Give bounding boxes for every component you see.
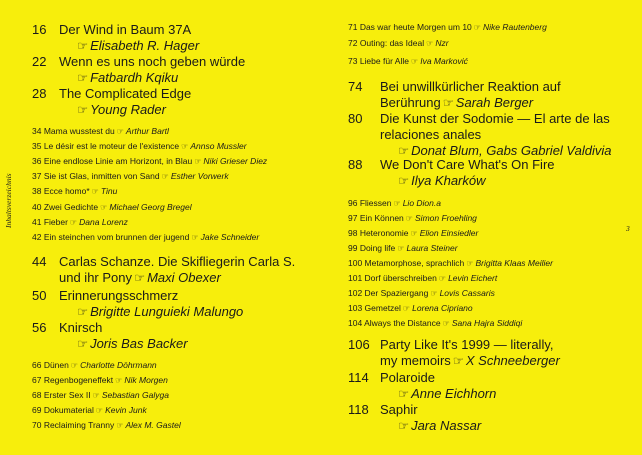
entry-title: 102 Der Spaziergang <box>348 288 429 298</box>
pointing-hand-icon: ☞ <box>405 214 414 223</box>
toc-entry-minor[interactable] <box>32 232 259 243</box>
pointing-hand-icon: ☞ <box>116 127 124 136</box>
entry-title: Carlas Schanze. Die Skifliegerin Carla S. <box>59 254 296 269</box>
entry-title: 71 Das war heute Morgen um 10 <box>348 22 472 32</box>
entry-page: 74 <box>348 79 363 94</box>
entry-author: Jara Nassar <box>411 418 482 433</box>
entry-author: Young Rader <box>90 102 166 117</box>
entry-title: 38 Ecce homo* <box>32 186 90 196</box>
toc-entry-minor[interactable] <box>348 213 477 224</box>
pointing-hand-icon: ☞ <box>115 376 123 385</box>
pointing-hand-icon: ☞ <box>397 244 405 253</box>
entry-author: Lorena Cipriano <box>412 303 473 313</box>
entry-author: Fatbardh Kqiku <box>90 70 179 85</box>
toc-entry-minor[interactable] <box>32 405 147 416</box>
pointing-hand-icon: ☞ <box>194 157 202 166</box>
pointing-hand-icon: ☞ <box>77 39 89 53</box>
toc-entry-minor[interactable] <box>348 258 553 269</box>
pointing-hand-icon: ☞ <box>410 229 418 238</box>
entry-title: The Complicated Edge <box>59 86 192 101</box>
entry-title: 70 Reclaiming Tranny <box>32 420 115 430</box>
toc-entry-minor[interactable] <box>348 273 497 284</box>
entry-author: Arthur Bartl <box>125 126 169 136</box>
toc-entry-minor[interactable] <box>32 420 181 431</box>
pointing-hand-icon: ☞ <box>410 57 419 66</box>
entry-title: 40 Zwei Gedichte <box>32 202 99 212</box>
toc-entry-minor[interactable] <box>348 243 458 254</box>
entry-title-line2: Berührung <box>380 95 441 110</box>
entry-author: Nik Morgen <box>124 375 168 385</box>
entry-title: 72 Outing: das Ideal <box>348 38 425 48</box>
entry-author: Donat Blum, Gabs Gabriel Valdivia <box>411 143 612 158</box>
entry-title: 69 Dokumaterial <box>32 405 94 415</box>
entry-page: 88 <box>348 157 363 172</box>
entry-title: Knirsch <box>59 320 103 335</box>
entry-author: Michael Georg Bregel <box>109 202 192 212</box>
entry-title: Erinnerungsschmerz <box>59 288 179 303</box>
entry-author: Charlotte Döhrmann <box>80 360 157 370</box>
entry-title: 41 Fieber <box>32 217 68 227</box>
entry-title: 99 Doing life <box>348 243 396 253</box>
pointing-hand-icon: ☞ <box>77 305 89 319</box>
pointing-hand-icon: ☞ <box>191 233 199 242</box>
entry-title: 103 Gemetzel <box>348 303 401 313</box>
toc-entry-minor[interactable] <box>32 186 117 197</box>
entry-page: 44 <box>32 254 47 269</box>
toc-entry-minor[interactable] <box>348 303 473 314</box>
entry-author: X Schneeberger <box>465 353 560 368</box>
entry-author: Laura Steiner <box>406 243 458 253</box>
entry-author: Sana Hajra Siddiqi <box>451 318 523 328</box>
pointing-hand-icon: ☞ <box>100 203 108 212</box>
entry-title: Saphir <box>380 402 418 417</box>
entry-page: 22 <box>32 54 47 69</box>
pointing-hand-icon: ☞ <box>77 337 89 351</box>
pointing-hand-icon: ☞ <box>398 419 410 433</box>
entry-title: 34 Mama wusstest du <box>32 126 115 136</box>
entry-author: Alex M. Gastel <box>125 420 181 430</box>
entry-page: 80 <box>348 111 363 126</box>
pointing-hand-icon: ☞ <box>70 361 79 370</box>
entry-page: 106 <box>348 337 370 352</box>
pointing-hand-icon: ☞ <box>466 259 474 268</box>
pointing-hand-icon: ☞ <box>77 103 89 117</box>
entry-author: Ilya Kharków <box>411 173 486 188</box>
entry-title: 98 Heteronomie <box>348 228 409 238</box>
entry-author: Annso Mussler <box>190 141 247 151</box>
entry-title-line2: relaciones anales <box>380 127 482 142</box>
entry-title: We Don't Care What's On Fire <box>380 157 555 172</box>
side-title: Inhaltsverzeichnis <box>4 173 13 228</box>
toc-entry-minor[interactable] <box>348 288 495 299</box>
entry-title: 101 Dorf überschreiben <box>348 273 437 283</box>
entry-author: Simon Froehling <box>415 213 477 223</box>
pointing-hand-icon: ☞ <box>77 71 89 85</box>
entry-page: 114 <box>348 370 369 385</box>
pointing-hand-icon: ☞ <box>393 199 401 208</box>
pointing-hand-icon: ☞ <box>473 23 482 32</box>
toc-entry-minor[interactable] <box>32 156 267 167</box>
entry-author: Nzr <box>435 38 449 48</box>
entry-author: Iva Marković <box>420 56 468 66</box>
toc-entry-minor[interactable] <box>348 228 478 239</box>
toc-entry-minor[interactable] <box>32 390 169 401</box>
pointing-hand-icon: ☞ <box>95 406 104 415</box>
entry-title: 73 Liebe für Alle <box>348 56 409 66</box>
pointing-hand-icon: ☞ <box>430 289 438 298</box>
entry-page: 50 <box>32 288 47 303</box>
pointing-hand-icon: ☞ <box>438 274 447 283</box>
toc-entry-minor[interactable] <box>32 126 169 137</box>
entry-author: Dana Lorenz <box>79 217 128 227</box>
entry-title: 97 Ein Können <box>348 213 404 223</box>
entry-author: Elisabeth R. Hager <box>90 38 200 53</box>
entry-title: Die Kunst der Sodomie — El arte de las <box>380 111 610 126</box>
pointing-hand-icon: ☞ <box>92 391 100 400</box>
toc-entry-minor[interactable] <box>348 22 547 33</box>
entry-title-line2: und ihr Pony <box>59 270 132 285</box>
toc-entry-minor[interactable] <box>348 38 449 49</box>
pointing-hand-icon: ☞ <box>116 421 124 430</box>
entry-author: Sarah Berger <box>455 95 534 110</box>
pointing-hand-icon: ☞ <box>426 39 434 48</box>
entry-author: Niki Grieser Diez <box>203 156 268 166</box>
entry-title: Wenn es uns noch geben würde <box>59 54 246 69</box>
entry-author: Brigitte Lunguieki Malungo <box>90 304 244 319</box>
entry-author: Jake Schneider <box>200 232 260 242</box>
pointing-hand-icon: ☞ <box>69 218 78 227</box>
entry-title: 35 Le désir est le moteur de l'existence <box>32 141 180 151</box>
toc-entry-minor[interactable] <box>348 318 522 329</box>
entry-author: Levin Eichert <box>448 273 498 283</box>
pointing-hand-icon: ☞ <box>91 187 99 196</box>
entry-title-line2: my memoirs <box>380 353 451 368</box>
entry-author: Anne Eichhorn <box>411 386 497 401</box>
pointing-hand-icon: ☞ <box>398 144 410 158</box>
entry-title: 66 Dünen <box>32 360 69 370</box>
entry-author: Brigitta Klaas Meilier <box>475 258 553 268</box>
entry-title: 100 Metamorphose, sprachlich <box>348 258 465 268</box>
entry-page: 16 <box>32 22 47 37</box>
entry-title: 67 Regenbogeneffekt <box>32 375 114 385</box>
entry-title: 68 Erster Sex II <box>32 390 91 400</box>
pointing-hand-icon: ☞ <box>442 96 454 110</box>
entry-author: Maxi Obexer <box>147 270 221 285</box>
entry-title: Der Wind in Baum 37A <box>59 22 192 37</box>
entry-page: 28 <box>32 86 47 101</box>
toc-entry-minor[interactable] <box>32 375 168 386</box>
toc-entry-minor[interactable] <box>32 141 247 152</box>
entry-author: Esther Vorwerk <box>170 171 229 181</box>
pointing-hand-icon: ☞ <box>402 304 411 313</box>
pointing-hand-icon: ☞ <box>398 174 410 188</box>
entry-author: Nike Rautenberg <box>483 22 547 32</box>
pointing-hand-icon: ☞ <box>398 387 410 401</box>
toc-entry-minor[interactable] <box>32 202 192 213</box>
pointing-hand-icon: ☞ <box>134 271 146 285</box>
pointing-hand-icon: ☞ <box>452 354 464 368</box>
toc-entry-minor[interactable] <box>348 198 441 209</box>
entry-title: Polaroide <box>380 370 435 385</box>
entry-title: 42 Ein steinchen vom brunnen der jugend <box>32 232 190 242</box>
entry-author: Kevin Junk <box>105 405 147 415</box>
pointing-hand-icon: ☞ <box>161 172 169 181</box>
page-number: 3 <box>626 224 630 233</box>
pointing-hand-icon: ☞ <box>442 319 450 328</box>
entry-title: 104 Always the Distance <box>348 318 441 328</box>
entry-title: Party Like It's 1999 — literally, <box>380 337 554 352</box>
entry-title: 37 Sie ist Glas, inmitten von Sand <box>32 171 160 181</box>
toc-entry-minor[interactable] <box>32 217 128 228</box>
entry-author: Lovis Cassaris <box>439 288 495 298</box>
pointing-hand-icon: ☞ <box>181 142 189 151</box>
toc-entry-minor[interactable] <box>348 56 468 67</box>
toc-entry-minor[interactable] <box>32 360 157 371</box>
entry-author: Lio Dion.a <box>402 198 441 208</box>
entry-page: 56 <box>32 320 47 335</box>
entry-author: Joris Bas Backer <box>90 336 188 351</box>
entry-page: 118 <box>348 402 369 417</box>
toc-entry-minor[interactable] <box>32 171 229 182</box>
entry-title: Bei unwillkürlicher Reaktion auf <box>380 79 561 94</box>
entry-title: 96 Fliessen <box>348 198 392 208</box>
entry-title: 36 Eine endlose Linie am Horizont, in Blau <box>32 156 193 166</box>
entry-author: Sebastian Galyga <box>101 390 169 400</box>
entry-author: Tinu <box>100 186 118 196</box>
entry-author: Elion Einsiedler <box>419 228 479 238</box>
